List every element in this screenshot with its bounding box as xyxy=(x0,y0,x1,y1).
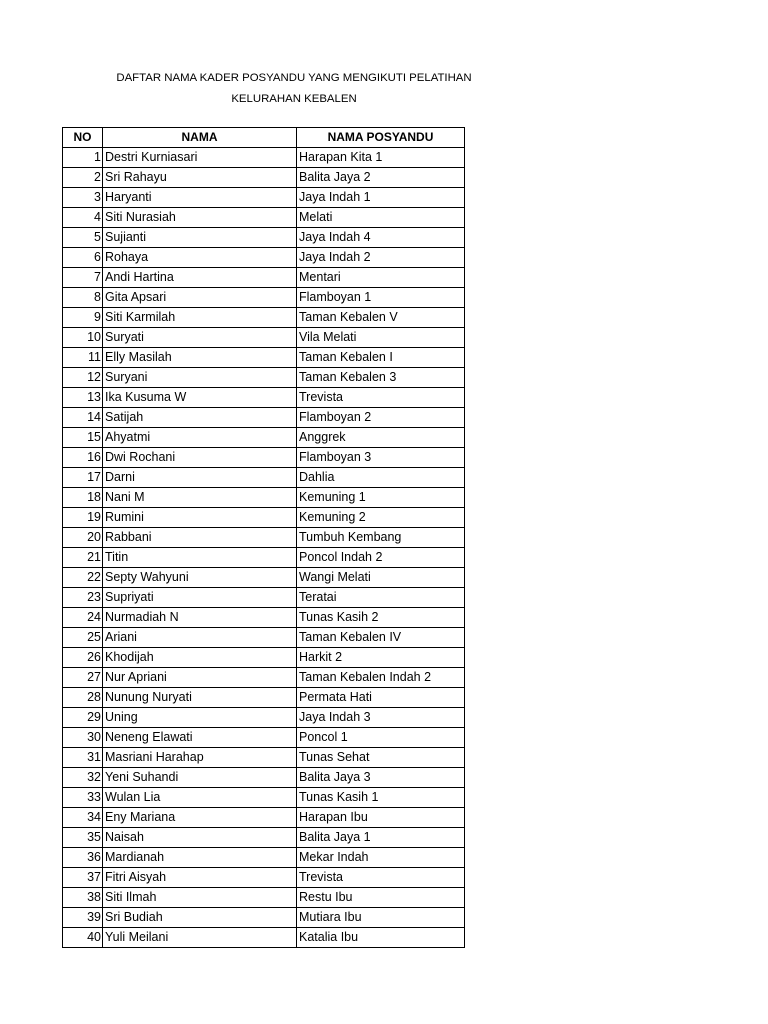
table-row xyxy=(63,508,465,528)
cell-nama-posyandu: Poncol Indah 2 xyxy=(297,548,465,568)
table-row xyxy=(63,688,465,708)
cell-nama: Sujianti xyxy=(103,228,297,248)
cell-nama-posyandu: Jaya Indah 4 xyxy=(297,228,465,248)
cell-nama-posyandu: Teratai xyxy=(297,588,465,608)
cell-nama-posyandu: Katalia Ibu xyxy=(297,928,465,948)
cell-nama: Neneng Elawati xyxy=(103,728,297,748)
cell-nama: Khodijah xyxy=(103,648,297,668)
cell-nama: Andi Hartina xyxy=(103,268,297,288)
cell-nama-posyandu: Trevista xyxy=(297,868,465,888)
cell-no: 8 xyxy=(63,288,103,308)
cell-nama-posyandu: Tunas Kasih 2 xyxy=(297,608,465,628)
cell-no: 21 xyxy=(63,548,103,568)
cell-no: 18 xyxy=(63,488,103,508)
header-cell-nama: NAMA xyxy=(103,128,297,148)
cell-nama: Suryani xyxy=(103,368,297,388)
title-line-1: DAFTAR NAMA KADER POSYANDU YANG MENGIKUTI PELATIHAN xyxy=(116,72,472,84)
cell-nama: Elly Masilah xyxy=(103,348,297,368)
cell-nama-posyandu: Flamboyan 2 xyxy=(297,408,465,428)
cell-nama-posyandu: Restu Ibu xyxy=(297,888,465,908)
cell-nama-posyandu: Wangi Melati xyxy=(297,568,465,588)
table-row xyxy=(63,788,465,808)
cell-nama: Nur Apriani xyxy=(103,668,297,688)
table-row xyxy=(63,708,465,728)
cell-no: 15 xyxy=(63,428,103,448)
cell-nama-posyandu: Mutiara Ibu xyxy=(297,908,465,928)
cell-no: 23 xyxy=(63,588,103,608)
cell-no: 10 xyxy=(63,328,103,348)
cell-nama: Nani M xyxy=(103,488,297,508)
cell-nama-posyandu: Tumbuh Kembang xyxy=(297,528,465,548)
cell-no: 28 xyxy=(63,688,103,708)
cell-no: 5 xyxy=(63,228,103,248)
cell-nama-posyandu: Taman Kebalen IV xyxy=(297,628,465,648)
cell-no: 29 xyxy=(63,708,103,728)
cell-nama-posyandu: Taman Kebalen 3 xyxy=(297,368,465,388)
table-row xyxy=(63,368,465,388)
cell-nama: Siti Ilmah xyxy=(103,888,297,908)
cell-nama: Rumini xyxy=(103,508,297,528)
cell-no: 7 xyxy=(63,268,103,288)
table-row xyxy=(63,268,465,288)
cell-no: 17 xyxy=(63,468,103,488)
cell-nama: Satijah xyxy=(103,408,297,428)
table-row xyxy=(63,648,465,668)
table-body xyxy=(63,148,465,948)
table-row xyxy=(63,348,465,368)
cell-nama: Supriyati xyxy=(103,588,297,608)
table-row xyxy=(63,388,465,408)
cell-no: 1 xyxy=(63,148,103,168)
cell-nama-posyandu: Flamboyan 1 xyxy=(297,288,465,308)
cell-no: 33 xyxy=(63,788,103,808)
table-row xyxy=(63,488,465,508)
cell-nama: Sri Rahayu xyxy=(103,168,297,188)
header-cell-nama-posyandu: NAMA POSYANDU xyxy=(297,128,465,148)
table-row xyxy=(63,188,465,208)
cell-nama-posyandu: Trevista xyxy=(297,388,465,408)
table-row xyxy=(63,748,465,768)
cell-nama-posyandu: Balita Jaya 1 xyxy=(297,828,465,848)
table-row xyxy=(63,588,465,608)
cell-nama-posyandu: Flamboyan 3 xyxy=(297,448,465,468)
cell-nama: Titin xyxy=(103,548,297,568)
table-row xyxy=(63,248,465,268)
cell-no: 13 xyxy=(63,388,103,408)
cell-nama-posyandu: Jaya Indah 3 xyxy=(297,708,465,728)
cell-nama: Ahyatmi xyxy=(103,428,297,448)
cell-no: 35 xyxy=(63,828,103,848)
cell-nama: Yeni Suhandi xyxy=(103,768,297,788)
table-row xyxy=(63,428,465,448)
table-row xyxy=(63,328,465,348)
table-row xyxy=(63,288,465,308)
title-line-2: KELURAHAN KEBALEN xyxy=(231,93,357,105)
cell-nama-posyandu: Taman Kebalen Indah 2 xyxy=(297,668,465,688)
cell-nama: Ika Kusuma W xyxy=(103,388,297,408)
cell-nama-posyandu: Harapan Kita 1 xyxy=(297,148,465,168)
cell-nama: Wulan Lia xyxy=(103,788,297,808)
cell-nama: Siti Karmilah xyxy=(103,308,297,328)
cell-nama-posyandu: Mekar Indah xyxy=(297,848,465,868)
cell-nama: Rabbani xyxy=(103,528,297,548)
cell-nama-posyandu: Poncol 1 xyxy=(297,728,465,748)
cell-nama: Masriani Harahap xyxy=(103,748,297,768)
cell-nama: Eny Mariana xyxy=(103,808,297,828)
table-row xyxy=(63,728,465,748)
cell-nama-posyandu: Jaya Indah 2 xyxy=(297,248,465,268)
cell-nama: Darni xyxy=(103,468,297,488)
cell-nama-posyandu: Tunas Sehat xyxy=(297,748,465,768)
table-row xyxy=(63,608,465,628)
cell-no: 30 xyxy=(63,728,103,748)
cell-no: 3 xyxy=(63,188,103,208)
cell-no: 24 xyxy=(63,608,103,628)
table-row xyxy=(63,888,465,908)
cell-nama-posyandu: Mentari xyxy=(297,268,465,288)
header-cell-no: NO xyxy=(63,128,103,148)
cell-nama: Gita Apsari xyxy=(103,288,297,308)
cell-nama-posyandu: Permata Hati xyxy=(297,688,465,708)
document-title xyxy=(44,68,544,110)
cell-no: 34 xyxy=(63,808,103,828)
table-row xyxy=(63,448,465,468)
cell-nama: Ariani xyxy=(103,628,297,648)
cell-nama: Naisah xyxy=(103,828,297,848)
cell-nama-posyandu: Kemuning 2 xyxy=(297,508,465,528)
table-row xyxy=(63,148,465,168)
cell-nama: Nunung Nuryati xyxy=(103,688,297,708)
cell-no: 26 xyxy=(63,648,103,668)
cell-nama: Yuli Meilani xyxy=(103,928,297,948)
cell-nama-posyandu: Anggrek xyxy=(297,428,465,448)
cell-no: 22 xyxy=(63,568,103,588)
cell-no: 6 xyxy=(63,248,103,268)
cell-no: 37 xyxy=(63,868,103,888)
cell-nama: Dwi Rochani xyxy=(103,448,297,468)
table-row xyxy=(63,768,465,788)
cell-nama-posyandu: Harapan Ibu xyxy=(297,808,465,828)
cell-nama-posyandu: Balita Jaya 3 xyxy=(297,768,465,788)
table-row xyxy=(63,468,465,488)
cell-no: 39 xyxy=(63,908,103,928)
table-row xyxy=(63,408,465,428)
cell-no: 11 xyxy=(63,348,103,368)
cell-nama: Mardianah xyxy=(103,848,297,868)
cell-no: 20 xyxy=(63,528,103,548)
cell-no: 19 xyxy=(63,508,103,528)
cell-no: 36 xyxy=(63,848,103,868)
cell-nama-posyandu: Balita Jaya 2 xyxy=(297,168,465,188)
table-row xyxy=(63,228,465,248)
cell-nama: Septy Wahyuni xyxy=(103,568,297,588)
table-row xyxy=(63,528,465,548)
table-row xyxy=(63,668,465,688)
cell-nama-posyandu: Melati xyxy=(297,208,465,228)
cell-nama: Sri Budiah xyxy=(103,908,297,928)
cell-no: 9 xyxy=(63,308,103,328)
cell-nama-posyandu: Taman Kebalen I xyxy=(297,348,465,368)
table-row xyxy=(63,828,465,848)
table-row xyxy=(63,308,465,328)
table-row xyxy=(63,908,465,928)
cell-nama-posyandu: Vila Melati xyxy=(297,328,465,348)
table-row xyxy=(63,928,465,948)
cell-no: 32 xyxy=(63,768,103,788)
cell-nama: Nurmadiah N xyxy=(103,608,297,628)
cell-no: 12 xyxy=(63,368,103,388)
table-row xyxy=(63,628,465,648)
cell-nama-posyandu: Harkit 2 xyxy=(297,648,465,668)
table-row xyxy=(63,208,465,228)
cell-no: 40 xyxy=(63,928,103,948)
table-row xyxy=(63,848,465,868)
cell-no: 38 xyxy=(63,888,103,908)
cell-no: 27 xyxy=(63,668,103,688)
cell-nama-posyandu: Taman Kebalen V xyxy=(297,308,465,328)
cell-no: 4 xyxy=(63,208,103,228)
cell-nama: Destri Kurniasari xyxy=(103,148,297,168)
cell-no: 31 xyxy=(63,748,103,768)
cell-nama-posyandu: Dahlia xyxy=(297,468,465,488)
cell-no: 16 xyxy=(63,448,103,468)
table-row xyxy=(63,808,465,828)
table-row xyxy=(63,868,465,888)
cell-no: 2 xyxy=(63,168,103,188)
cell-nama: Uning xyxy=(103,708,297,728)
cell-nama: Fitri Aisyah xyxy=(103,868,297,888)
cell-nama-posyandu: Jaya Indah 1 xyxy=(297,188,465,208)
cell-nama: Suryati xyxy=(103,328,297,348)
table-row xyxy=(63,548,465,568)
table-header xyxy=(63,128,465,148)
cell-nama-posyandu: Tunas Kasih 1 xyxy=(297,788,465,808)
cell-no: 25 xyxy=(63,628,103,648)
cell-no: 14 xyxy=(63,408,103,428)
kader-table xyxy=(62,127,465,948)
table-row xyxy=(63,168,465,188)
cell-nama: Haryanti xyxy=(103,188,297,208)
cell-nama: Rohaya xyxy=(103,248,297,268)
cell-nama: Siti Nurasiah xyxy=(103,208,297,228)
cell-nama-posyandu: Kemuning 1 xyxy=(297,488,465,508)
table-row xyxy=(63,568,465,588)
